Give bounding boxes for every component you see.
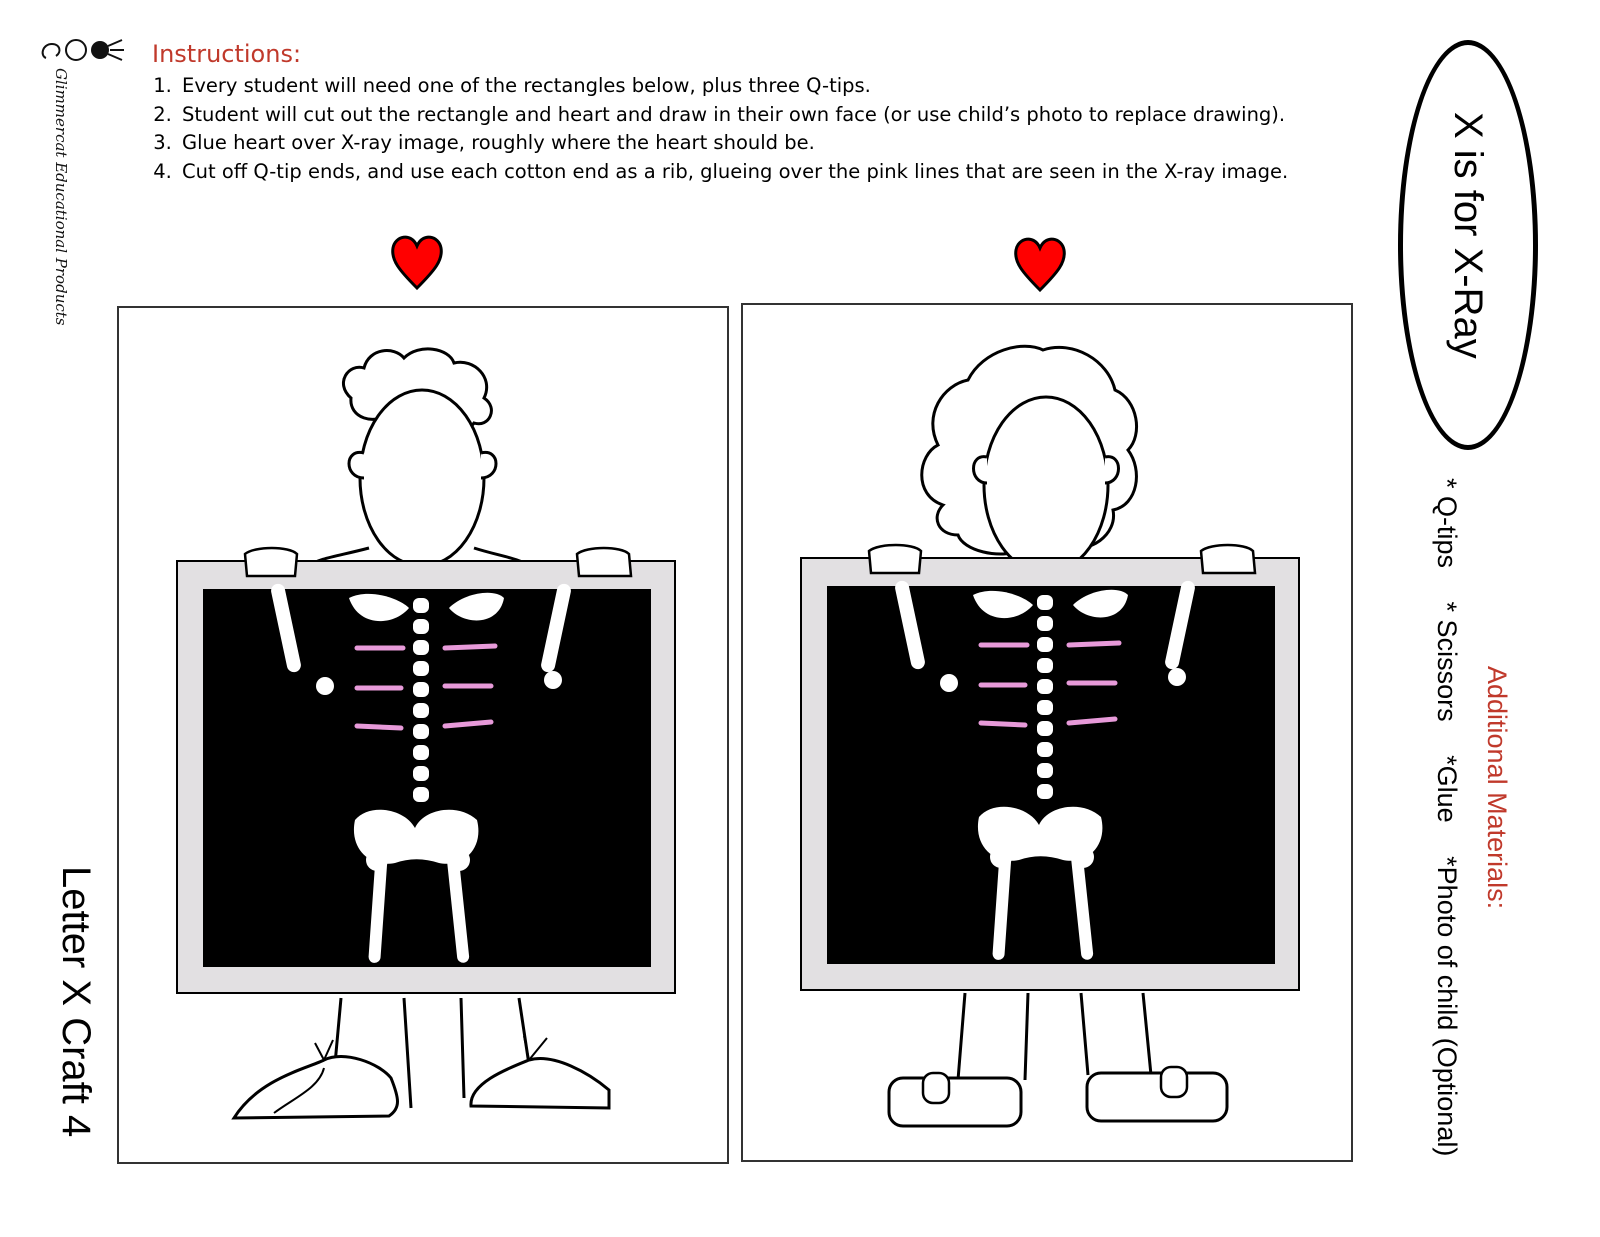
craft-panel-girl <box>741 303 1353 1162</box>
material-item: * Q-tips <box>1432 478 1462 569</box>
instruction-step: 4. Cut off Q-tip ends, and use each cotton end as a rib, glueing over the pink lines that are seen in the X-ray image. <box>178 158 1332 187</box>
materials-list <box>1431 478 1462 1182</box>
heart-icon <box>1012 232 1068 294</box>
instructions <box>152 40 1332 186</box>
instructions-list <box>152 72 1332 186</box>
instructions-title: Instructions: <box>152 40 302 68</box>
instruction-step: 1. Every student will need one of the rectangles below, plus three Q-tips. <box>178 72 1332 101</box>
instruction-step: 2. Student will cut out the rectangle and heart and draw in their own face (or use child’s photo to replace drawing). <box>178 101 1332 130</box>
material-item: * Scissors <box>1432 601 1462 722</box>
craft-panel-boy <box>117 306 729 1164</box>
material-item: *Photo of child (Optional) <box>1432 856 1462 1157</box>
materials-heading: Additional Materials: <box>1482 666 1512 910</box>
material-item: *Glue <box>1432 755 1462 823</box>
logo-icon <box>38 36 128 66</box>
heart-icon <box>389 230 445 292</box>
boy-skeleton-illustration <box>119 308 727 1162</box>
footer-label: Letter X Craft 4 <box>54 866 98 1138</box>
girl-skeleton-illustration <box>743 305 1351 1159</box>
brand-name: Glimmercat Educational Products <box>52 68 70 326</box>
instruction-step: 3. Glue heart over X-ray image, roughly where the heart should be. <box>178 129 1332 158</box>
page-title: X is for X-Ray <box>1446 112 1490 359</box>
